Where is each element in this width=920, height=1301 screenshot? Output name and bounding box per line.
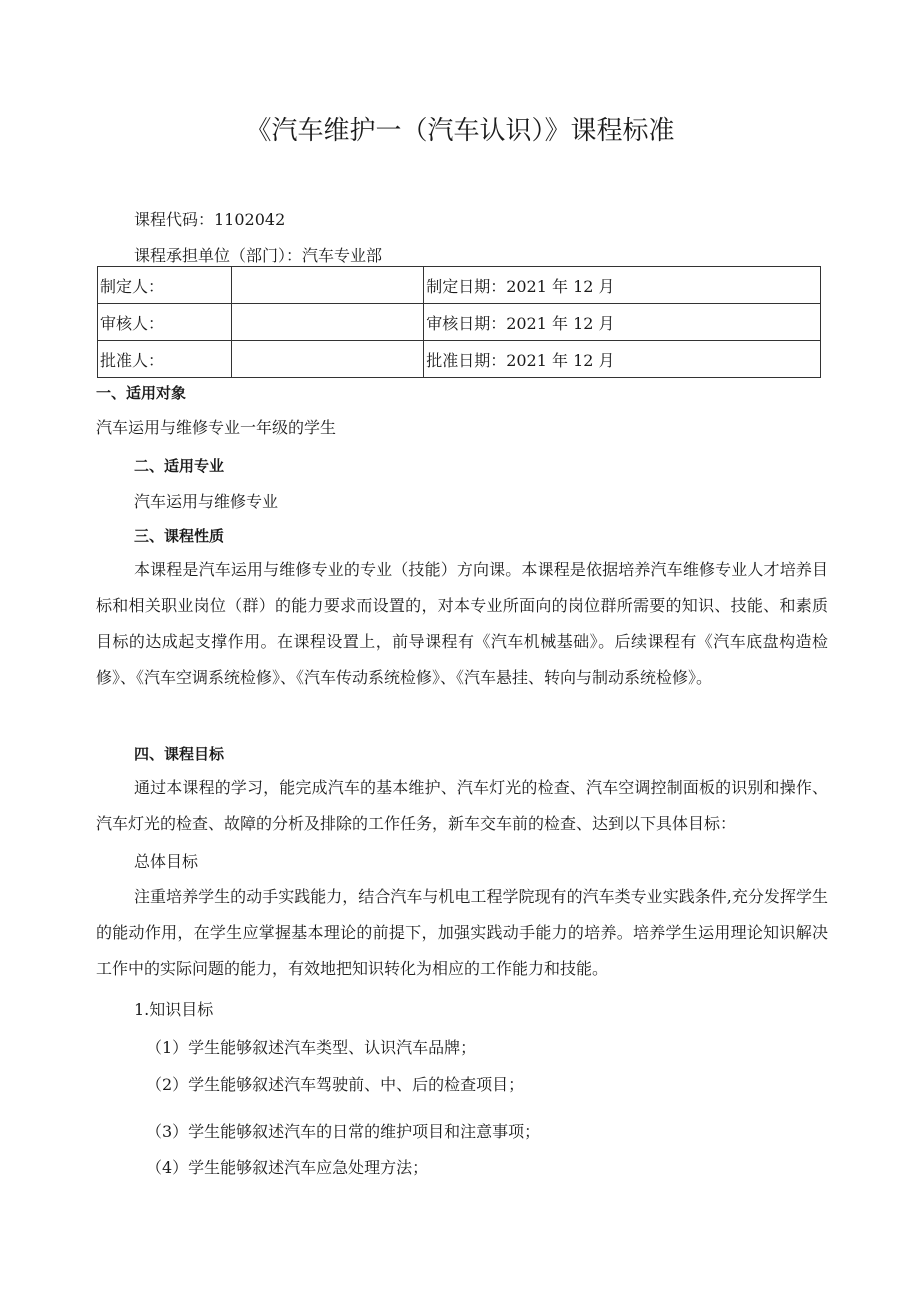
table-cell-date: 审核日期：2021 年 12 月 — [424, 304, 821, 341]
overall-goal-label: 总体目标 — [134, 852, 199, 871]
section-heading-2: 二、适用专业 — [134, 457, 225, 475]
document-title: 《汽车维护一（汽车认识）》课程标准 — [245, 116, 675, 146]
table-cell-value — [232, 341, 424, 378]
list-item: （3）学生能够叙述汽车的日常的维护项目和注意事项； — [146, 1122, 541, 1141]
table-cell-date: 批准日期：2021 年 12 月 — [424, 341, 821, 378]
table-cell-label: 制定人： — [98, 267, 232, 304]
section-text-1: 汽车运用与维修专业一年级的学生 — [96, 418, 337, 437]
table-cell-label: 审核人： — [98, 304, 232, 341]
table-cell-date: 制定日期：2021 年 12 月 — [424, 267, 821, 304]
section-intro-4: 通过本课程的学习，能完成汽车的基本维护、汽车灯光的检查、汽车空调控制面板的识别和操作、汽车灯光的检查、故障的分析及排除的工作任务，新车交车前的检查、达到以下具体目标： — [96, 778, 828, 833]
section-heading-4: 四、课程目标 — [134, 745, 225, 763]
approval-table — [97, 266, 821, 378]
course-unit: 课程承担单位（部门）：汽车专业部 — [134, 246, 383, 265]
section-heading-1: 一、适用对象 — [96, 384, 187, 402]
knowledge-goal-label: 1.知识目标 — [134, 1000, 214, 1019]
table-row — [98, 267, 821, 304]
list-item: （1）学生能够叙述汽车类型、认识汽车品牌； — [146, 1038, 477, 1057]
table-cell-value — [232, 304, 424, 341]
section-text-3: 本课程是汽车运用与维修专业的专业（技能）方向课。本课程是依据培养汽车维修专业人才培养目标和相关职业岗位（群）的能力要求而设置的，对本专业所面向的岗位群所需要的知识、技能、和素质目标的达成起支撑作用。在课程设置上，前导课程有《汽车机械基础》。后续课程有《汽车底盘构造检修》、《汽车空调系统检修》、《汽车传动系统检修》、《汽车悬挂、转向与制动系统检修》。 — [96, 560, 828, 687]
table-cell-value — [232, 267, 424, 304]
overall-goal-text: 注重培养学生的动手实践能力，结合汽车与机电工程学院现有的汽车类专业实践条件,充分发挥学生的能动作用，在学生应掌握基本理论的前提下，加强实践动手能力的培养。培养学生运用理论知识解决工作中的实际问题的能力，有效地把知识转化为相应的工作能力和技能。 — [96, 887, 828, 978]
section-heading-3: 三、课程性质 — [134, 527, 225, 545]
course-code: 课程代码：1102042 — [134, 210, 286, 229]
table-row — [98, 304, 821, 341]
list-item: （2）学生能够叙述汽车驾驶前、中、后的检查项目； — [146, 1075, 525, 1094]
section-text-2: 汽车运用与维修专业 — [134, 492, 279, 511]
list-item: （4）学生能够叙述汽车应急处理方法； — [146, 1158, 429, 1177]
table-row — [98, 341, 821, 378]
table-cell-label: 批准人： — [98, 341, 232, 378]
